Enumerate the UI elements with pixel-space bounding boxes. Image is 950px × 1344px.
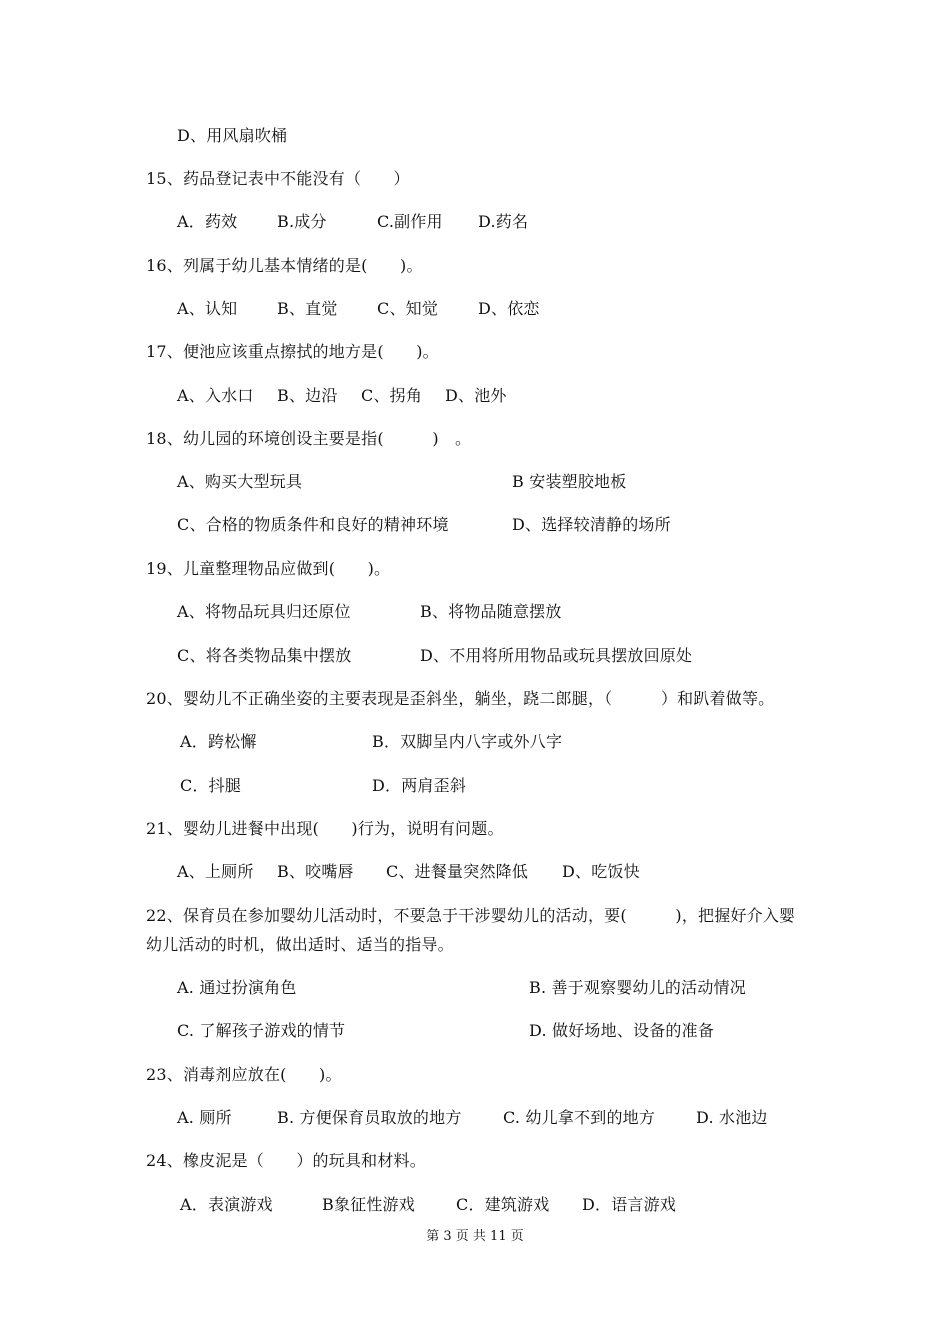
option-18-a: A、购买大型玩具 [177, 472, 303, 491]
question-21: 21、婴幼儿进餐中出现( )行为，说明有问题。 [146, 819, 504, 838]
option-line: D、用风扇吹桶 [177, 126, 288, 145]
option-19-c: C、将各类物品集中摆放 [177, 646, 352, 665]
option-16-d: D、依恋 [478, 299, 540, 318]
option-24-d: D．语言游戏 [582, 1195, 677, 1214]
option-17-a: A、入水口 [177, 386, 254, 405]
option-19-b: B、将物品随意摆放 [420, 602, 562, 621]
option-20-b: B．双脚呈内八字或外八字 [372, 732, 563, 751]
option-22-c: C. 了解孩子游戏的情节 [177, 1021, 346, 1040]
option-21-b: B、咬嘴唇 [277, 862, 354, 881]
option-23-d: D. 水池边 [696, 1108, 768, 1127]
question-18: 18、幼儿园的环境创设主要是指( ) 。 [146, 429, 472, 448]
option-18-c: C、合格的物质条件和良好的精神环境 [177, 515, 449, 534]
question-22: 22、保育员在参加婴幼儿活动时，不要急于干涉婴幼儿的活动，要( )，把握好介入婴 [146, 906, 796, 925]
option-22-d: D. 做好场地、设备的准备 [529, 1021, 715, 1040]
option-22-a: A. 通过扮演角色 [177, 978, 297, 997]
question-22-continued: 幼儿活动的时机，做出适时、适当的指导。 [146, 935, 454, 954]
option-23-a: A. 厕所 [177, 1108, 232, 1127]
option-15-d: D.药名 [478, 212, 529, 231]
option-18-b: B 安装塑胶地板 [512, 472, 627, 491]
option-16-c: C、知觉 [377, 299, 439, 318]
option-17-b: B、边沿 [277, 386, 338, 405]
question-16: 16、列属于幼儿基本情绪的是( )。 [146, 256, 423, 275]
option-15-c: C.副作用 [377, 212, 443, 231]
option-18-d: D、选择较清静的场所 [512, 515, 671, 534]
option-20-d: D．两肩歪斜 [372, 776, 467, 795]
option-21-c: C、进餐量突然降低 [386, 862, 529, 881]
option-21-a: A、上厕所 [177, 862, 254, 881]
option-19-d: D、不用将所用物品或玩具摆放回原处 [420, 646, 693, 665]
option-24-c: C．建筑游戏 [456, 1195, 550, 1214]
option-24-b: B象征性游戏 [322, 1195, 415, 1214]
option-20-a: A．跨松懈 [180, 732, 257, 751]
option-20-c: C．抖腿 [180, 776, 242, 795]
question-19: 19、儿童整理物品应做到( )。 [146, 559, 391, 578]
option-24-a: A．表演游戏 [180, 1195, 273, 1214]
option-23-c: C. 幼儿拿不到的地方 [503, 1108, 656, 1127]
question-20: 20、婴幼儿不正确坐姿的主要表现是歪斜坐，躺坐，跷二郎腿，（ ）和趴着做等。 [146, 689, 775, 708]
option-16-a: A、认知 [177, 299, 238, 318]
option-17-d: D、池外 [445, 386, 507, 405]
option-23-b: B. 方便保育员取放的地方 [277, 1108, 462, 1127]
question-15: 15、药品登记表中不能没有（ ） [146, 169, 410, 188]
question-24: 24、橡皮泥是（ ）的玩具和材料。 [146, 1151, 426, 1170]
option-15-b: B.成分 [277, 212, 327, 231]
option-19-a: A、将物品玩具归还原位 [177, 602, 351, 621]
option-21-d: D、吃饭快 [562, 862, 640, 881]
option-15-a: A．药效 [177, 212, 238, 231]
option-16-b: B、直觉 [277, 299, 338, 318]
option-22-b: B. 善于观察婴幼儿的活动情况 [529, 978, 746, 997]
question-17: 17、便池应该重点擦拭的地方是( )。 [146, 342, 439, 361]
question-23: 23、消毒剂应放在( )。 [146, 1065, 342, 1084]
page-number-footer: 第 3 页 共 11 页 [426, 1229, 524, 1244]
option-17-c: C、拐角 [361, 386, 423, 405]
